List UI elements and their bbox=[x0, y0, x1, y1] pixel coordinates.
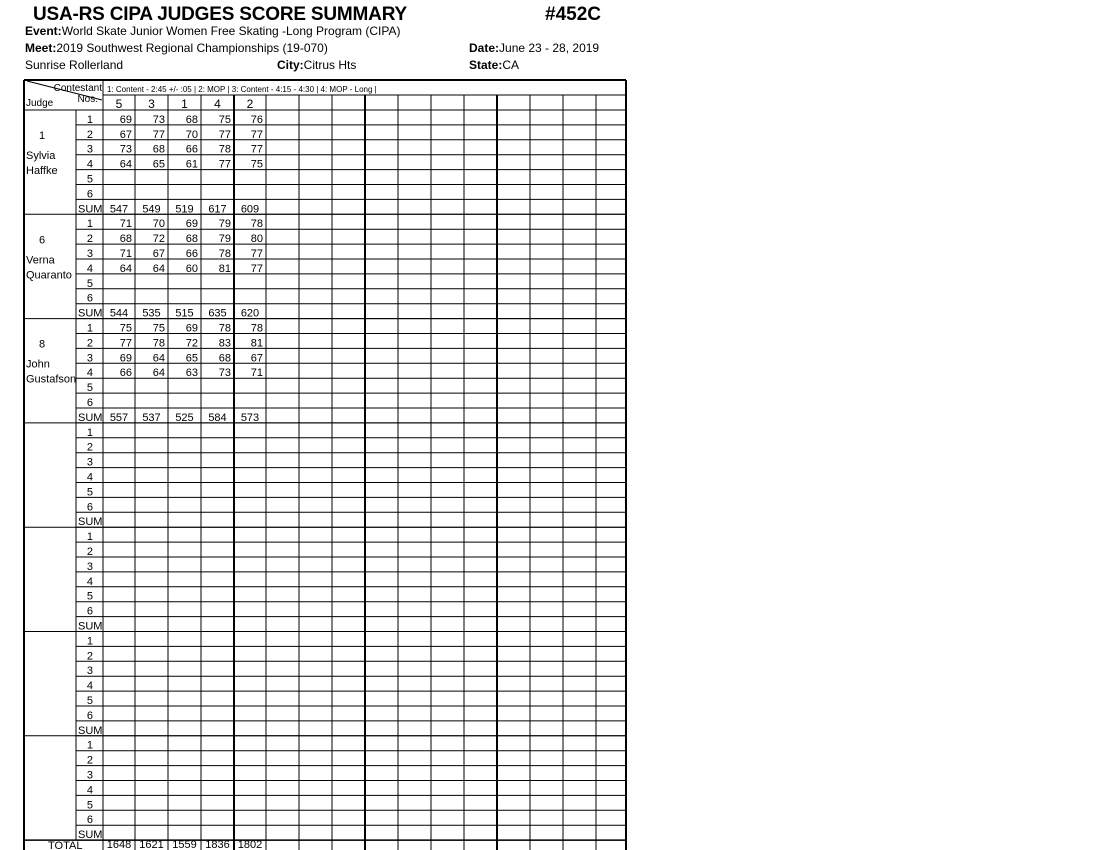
row-label: 3 bbox=[86, 665, 93, 678]
score-cell: 65 bbox=[185, 352, 198, 365]
sum-label: SUM bbox=[78, 411, 103, 424]
sheet-number: #452C bbox=[545, 4, 601, 25]
score-cell: 77 bbox=[250, 248, 263, 260]
meet-value: 2019 Southwest Regional Championships (19-070) bbox=[56, 41, 328, 55]
judge-number: 1 bbox=[38, 130, 46, 142]
row-label: 6 bbox=[86, 605, 93, 618]
score-cell: 64 bbox=[119, 158, 132, 171]
judge-name: John bbox=[26, 358, 50, 371]
row-label: 1 bbox=[86, 531, 93, 544]
row-label: 2 bbox=[86, 337, 93, 350]
score-cell: 79 bbox=[218, 218, 231, 231]
corner-contestant-label: Contestant bbox=[53, 83, 102, 94]
score-cell: 83 bbox=[218, 337, 231, 350]
score-cell: 73 bbox=[218, 367, 231, 380]
score-cell: 66 bbox=[119, 367, 132, 380]
city-value: Citrus Hts bbox=[303, 58, 357, 72]
contestant-number: 3 bbox=[148, 97, 155, 111]
row-label: 2 bbox=[86, 650, 93, 663]
total-cell: 1836 bbox=[205, 839, 230, 850]
row-label: 5 bbox=[86, 695, 93, 707]
score-cell: 70 bbox=[152, 218, 165, 231]
row-label: 4 bbox=[86, 575, 93, 588]
score-cell: 77 bbox=[218, 128, 231, 141]
row-label: 1 bbox=[86, 218, 93, 231]
contestant-number: 2 bbox=[246, 97, 254, 111]
total-cell: 1648 bbox=[106, 839, 132, 850]
score-cell: 79 bbox=[218, 233, 231, 246]
row-label: 4 bbox=[86, 367, 93, 380]
row-label: 2 bbox=[86, 233, 93, 246]
score-cell: 63 bbox=[185, 367, 198, 380]
judge-name: Haffke bbox=[26, 165, 58, 177]
score-cell: 60 bbox=[185, 262, 198, 275]
score-cell: 64 bbox=[152, 262, 165, 275]
score-cell: 70 bbox=[185, 128, 198, 141]
score-cell: 78 bbox=[250, 322, 263, 335]
row-label: 5 bbox=[86, 382, 93, 395]
state-label: State: bbox=[469, 58, 503, 72]
judge-name: Quaranto bbox=[26, 269, 72, 282]
row-label: 6 bbox=[86, 501, 93, 514]
sum-label: SUM bbox=[78, 829, 103, 842]
row-label: 5 bbox=[86, 277, 93, 290]
score-cell: 64 bbox=[152, 367, 165, 380]
sum-cell: 584 bbox=[208, 411, 227, 424]
row-label: 1 bbox=[86, 739, 93, 752]
row-label: 5 bbox=[86, 590, 93, 603]
row-label: 6 bbox=[86, 397, 93, 409]
score-cell: 73 bbox=[152, 113, 165, 126]
sum-cell: 515 bbox=[175, 307, 194, 320]
row-label: 2 bbox=[86, 441, 93, 454]
score-cell: 78 bbox=[218, 143, 231, 156]
judge-number: 6 bbox=[38, 234, 46, 247]
row-label: 1 bbox=[86, 426, 93, 439]
city-label: City: bbox=[277, 58, 304, 72]
score-cell: 67 bbox=[250, 352, 263, 365]
score-cell: 76 bbox=[250, 113, 263, 126]
sum-cell: 557 bbox=[109, 411, 129, 424]
score-cell: 72 bbox=[152, 233, 165, 246]
row-label: 3 bbox=[86, 560, 93, 573]
score-cell: 68 bbox=[119, 233, 132, 246]
score-cell: 71 bbox=[119, 218, 132, 231]
sum-label: SUM bbox=[78, 307, 103, 320]
sum-cell: 547 bbox=[109, 203, 129, 216]
score-cell: 61 bbox=[185, 158, 198, 171]
row-label: 6 bbox=[86, 709, 93, 722]
score-cell: 64 bbox=[119, 262, 132, 275]
judge-name: Gustafson bbox=[26, 373, 77, 386]
row-label: 5 bbox=[86, 799, 93, 812]
date-label: Date: bbox=[469, 41, 500, 55]
sum-cell: 549 bbox=[142, 203, 161, 216]
sum-cell: 535 bbox=[142, 307, 161, 320]
total-cell: 1559 bbox=[172, 839, 197, 850]
sum-label: SUM bbox=[78, 724, 103, 737]
score-cell: 81 bbox=[218, 262, 231, 275]
sum-cell: 537 bbox=[142, 411, 161, 424]
score-cell: 68 bbox=[185, 113, 198, 126]
row-label: 4 bbox=[86, 680, 93, 693]
event-value: World Skate Junior Women Free Skating -Long Program (CIPA) bbox=[61, 24, 401, 38]
sum-cell: 525 bbox=[175, 411, 194, 424]
score-cell: 77 bbox=[250, 262, 263, 275]
row-label: 5 bbox=[86, 173, 93, 186]
meet-label: Meet: bbox=[25, 41, 57, 55]
state-value: CA bbox=[502, 58, 520, 72]
score-cell: 77 bbox=[218, 158, 231, 171]
score-cell: 67 bbox=[119, 128, 132, 141]
row-label: 1 bbox=[86, 113, 93, 126]
score-cell: 77 bbox=[250, 143, 263, 156]
score-cell: 77 bbox=[250, 128, 263, 141]
row-label: 1 bbox=[86, 635, 93, 648]
score-cell: 75 bbox=[218, 113, 231, 126]
score-cell: 77 bbox=[119, 337, 132, 350]
total-cell: 1802 bbox=[237, 839, 263, 850]
row-label: 4 bbox=[86, 158, 93, 171]
row-label: 5 bbox=[86, 486, 93, 499]
sum-cell: 635 bbox=[208, 307, 227, 320]
score-cell: 65 bbox=[152, 158, 165, 171]
row-label: 1 bbox=[86, 322, 93, 335]
row-label: 3 bbox=[86, 248, 93, 260]
row-label: 4 bbox=[86, 471, 93, 484]
score-cell: 69 bbox=[119, 352, 132, 365]
row-label: 3 bbox=[86, 352, 93, 365]
score-cell: 68 bbox=[185, 233, 198, 246]
corner-nos-label: Nos. bbox=[77, 94, 98, 105]
sum-label: SUM bbox=[78, 620, 103, 633]
score-cell: 67 bbox=[152, 248, 165, 260]
score-cell: 69 bbox=[119, 113, 132, 126]
score-cell: 69 bbox=[185, 218, 198, 231]
page-title: USA-RS CIPA JUDGES SCORE SUMMARY bbox=[33, 4, 407, 25]
score-cell: 68 bbox=[152, 143, 165, 156]
total-cell: 1621 bbox=[139, 839, 164, 850]
row-label: 6 bbox=[86, 814, 93, 827]
contestant-number: 5 bbox=[115, 97, 123, 111]
row-label: 6 bbox=[86, 292, 93, 305]
legend-text: 1: Content - 2:45 +/- :05 | 2: MOP | 3: Content - 4:15 - 4:30 | 4: MOP - Long | bbox=[107, 85, 377, 94]
row-label: 2 bbox=[86, 754, 93, 767]
judge-name: Sylvia bbox=[26, 150, 56, 162]
judge-number: 8 bbox=[38, 338, 46, 351]
row-label: 3 bbox=[86, 143, 93, 156]
score-cell: 72 bbox=[185, 337, 198, 350]
sum-cell: 519 bbox=[175, 203, 194, 216]
row-label: 4 bbox=[86, 262, 93, 275]
date-value: June 23 - 28, 2019 bbox=[499, 41, 600, 55]
score-cell: 78 bbox=[152, 337, 165, 350]
score-cell: 78 bbox=[218, 322, 231, 335]
venue: Sunrise Rollerland bbox=[25, 58, 124, 72]
sum-cell: 609 bbox=[240, 203, 260, 216]
row-label: 4 bbox=[86, 784, 93, 797]
contestant-number: 4 bbox=[214, 97, 221, 111]
sum-cell: 617 bbox=[208, 203, 227, 216]
contestant-number: 1 bbox=[181, 97, 188, 111]
judge-name: Verna bbox=[26, 254, 55, 267]
sum-cell: 544 bbox=[109, 307, 129, 320]
row-label: 3 bbox=[86, 456, 93, 469]
score-cell: 75 bbox=[250, 158, 263, 171]
sum-label: SUM bbox=[78, 516, 103, 529]
score-cell: 75 bbox=[152, 322, 165, 335]
score-cell: 75 bbox=[119, 322, 132, 335]
score-cell: 66 bbox=[185, 248, 198, 260]
row-label: 6 bbox=[86, 188, 93, 201]
score-cell: 68 bbox=[218, 352, 231, 365]
row-label: 3 bbox=[86, 769, 93, 782]
total-label: TOTAL bbox=[48, 840, 83, 850]
score-cell: 66 bbox=[185, 143, 198, 156]
corner-judge-label: Judge bbox=[26, 98, 54, 109]
score-cell: 64 bbox=[152, 352, 165, 365]
sum-cell: 620 bbox=[240, 307, 260, 320]
score-cell: 78 bbox=[218, 248, 231, 260]
score-cell: 77 bbox=[152, 128, 165, 141]
score-cell: 73 bbox=[119, 143, 132, 156]
sum-cell: 573 bbox=[240, 411, 260, 424]
row-label: 2 bbox=[86, 546, 93, 558]
score-cell: 81 bbox=[250, 337, 263, 350]
score-cell: 78 bbox=[250, 218, 263, 231]
score-cell: 80 bbox=[250, 233, 263, 246]
event-label: Event: bbox=[25, 24, 62, 38]
sum-label: SUM bbox=[78, 203, 103, 216]
row-label: 2 bbox=[86, 128, 93, 141]
score-cell: 71 bbox=[119, 248, 132, 260]
score-cell: 71 bbox=[250, 367, 263, 380]
score-cell: 69 bbox=[185, 322, 198, 335]
